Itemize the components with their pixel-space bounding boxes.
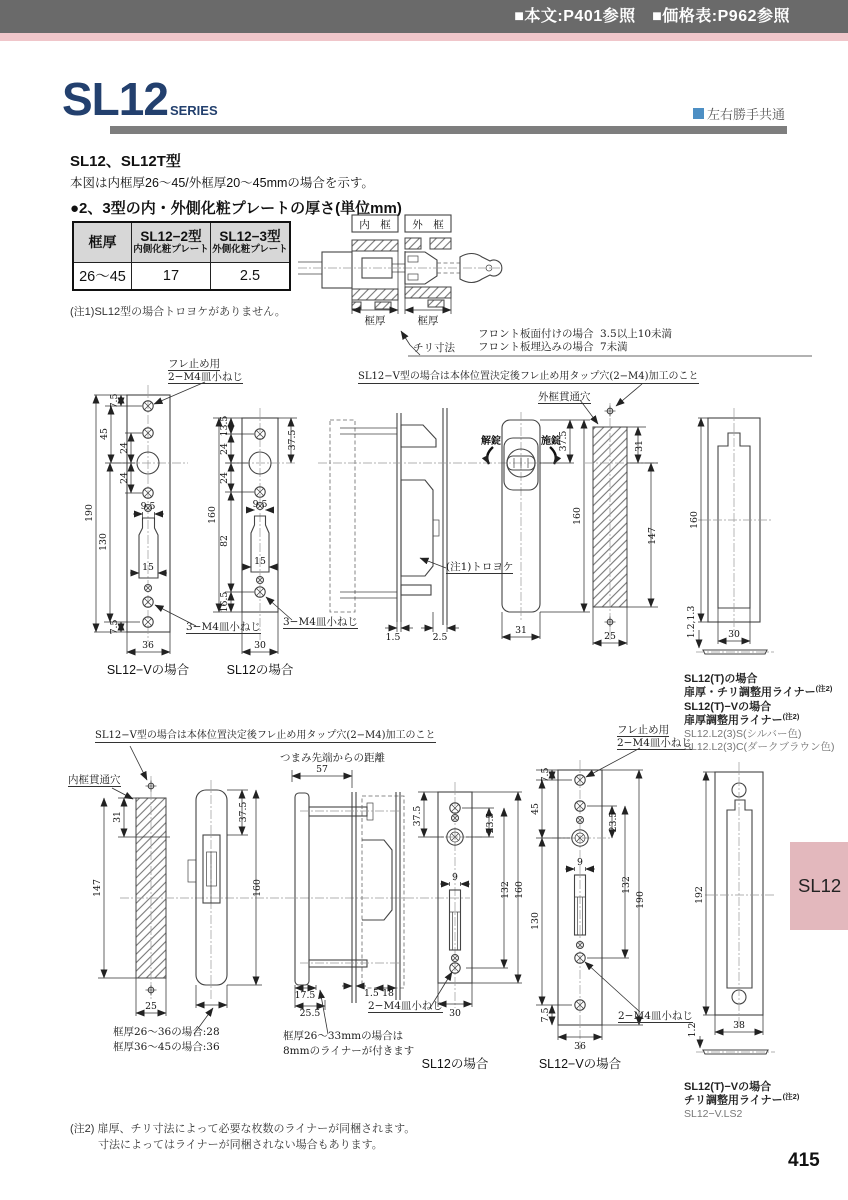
dim-label: 160 [514, 881, 525, 899]
plate-thickness-heading: ●2、3型の内・外側化粧プレートの厚さ(単位mm) [70, 200, 402, 217]
dim-label: 9 [577, 857, 583, 868]
dim-label: 36 [574, 1041, 586, 1052]
dim-label: 190 [84, 504, 95, 522]
dim-label: 9.5 [140, 501, 156, 512]
side-tab-sl12[interactable] [790, 842, 848, 930]
bottom-liner-sup: (注2) [782, 1092, 800, 1101]
dim-label: 30 [254, 640, 266, 651]
dim-label: 17.5 [294, 990, 316, 1001]
dim-label: 147 [92, 879, 103, 897]
m4-3-label-a: 3−M4皿小ねじ [186, 621, 261, 633]
dim-label: 82 [219, 535, 230, 547]
dim-label: 130 [98, 533, 109, 551]
liner-code-silver: SL12.L2(3)S(シルバー色) [684, 728, 802, 740]
lower-interior-unit-drawing [188, 780, 263, 1034]
model-heading: SL12、SL12T型 [70, 153, 181, 170]
bottom-liner-name-text: チリ調整用ライナー [684, 1094, 783, 1107]
liner-t-name-text: 扉厚・チリ調整用ライナー [684, 686, 816, 699]
cell-outer: 2.5 [211, 262, 291, 290]
dim-label: 147 [647, 527, 658, 545]
chiri-face-note: フロント板面付けの場合 [478, 328, 594, 340]
table-header-kamiatsu: 框厚 [73, 222, 132, 262]
outer-frame-hole-label: 外框貫通穴 [538, 391, 591, 403]
dim-label: 25 [604, 631, 616, 642]
dim-label: 37.5 [558, 430, 569, 452]
upper-side-view-drawing [318, 408, 558, 643]
dim-label: 31 [634, 440, 645, 452]
dim-label: 24 [219, 472, 230, 484]
note2-line1: (注2) 扉厚、チリ寸法によって必要な枚数のライナーが同梱されます。 [70, 1123, 416, 1135]
bottom-liner-case: SL12(T)−Vの場合 [684, 1081, 772, 1093]
dim-label: 16.5 [219, 591, 230, 613]
upper-liner-drawing [686, 408, 774, 654]
dim-label: 31 [515, 625, 527, 636]
dim-label: 7.5 [109, 619, 120, 635]
col2-sub: 内側化粧プレート [133, 243, 209, 255]
dim-label: 36 [142, 640, 154, 651]
dim-label: 25.5 [299, 1008, 321, 1019]
dim-label: 1.5 [385, 632, 401, 643]
lock-label: 施錠 [541, 436, 561, 447]
dim-label: 30 [449, 1008, 461, 1019]
lower-sl12v-faceplate-drawing [530, 748, 646, 1052]
liner-t-sup: (注2) [815, 684, 833, 693]
dim-label: 25 [145, 1001, 157, 1012]
lower-inner-frame-drawing [92, 746, 470, 1016]
dim-label: 132 [500, 881, 511, 899]
lower-tap-note: SL12−V型の場合は本体位置決定後フレ止め用タップ穴(2−M4)加工のこと [95, 730, 436, 741]
dim-label: 37.5 [238, 801, 249, 823]
toroyoke-label: (注1)トロヨケ [446, 561, 514, 573]
caption-upper-sl12v: SL12−Vの場合 [106, 663, 190, 677]
upper-outer-frame-drawing [580, 384, 660, 645]
chiri-label: チリ寸法 [413, 342, 455, 354]
dim-label: 31 [112, 811, 123, 823]
dim-label: 160 [207, 506, 218, 524]
upper-tap-note: SL12−V型の場合は本体位置決定後フレ止め用タップ穴(2−M4)加工のこと [358, 371, 699, 382]
col3-model: SL12−3型 [219, 229, 281, 245]
dim-label: 7.5 [109, 393, 120, 409]
bottom-liner-code: SL12−V.LS2 [684, 1108, 743, 1120]
lower-side-view-drawing [292, 764, 404, 1034]
dim-label: 9 [452, 872, 458, 883]
dim-label: 24 [119, 472, 130, 484]
lower-sl12-faceplate-drawing [412, 782, 525, 1019]
dim-label: 57 [316, 764, 328, 775]
col2-model: SL12−2型 [140, 229, 202, 245]
col3-sub: 外側化粧プレート [212, 243, 288, 255]
liner-tv-case: SL12(T)−Vの場合 [684, 701, 772, 713]
dim-label: 15 [254, 556, 266, 567]
kamiatsu-note-2: 框厚36〜45の場合:36 [113, 1041, 220, 1053]
liner-tv-sup: (注2) [782, 712, 800, 721]
fure-label-2: 2−M4皿小ねじ [168, 371, 243, 383]
dim-label: 23.5 [485, 812, 496, 834]
dim-label: 160 [252, 879, 263, 897]
dim-label: 9.5 [252, 499, 268, 510]
liner-code-brown: SL12.L2(3)C(ダークブラウン色) [684, 741, 835, 753]
liner-tv-name-text: 扉厚調整用ライナー [684, 714, 783, 727]
page-number: 415 [788, 1150, 820, 1171]
kamiatsu-note-1: 框厚26〜36の場合:28 [113, 1026, 220, 1038]
dim-label: 45 [99, 428, 110, 440]
upper-thumbturn-plate-drawing [487, 412, 590, 639]
dim-label: 23.5 [608, 811, 619, 833]
dim-label: 132 [621, 876, 632, 894]
dim-label: 37.5 [412, 805, 423, 827]
chiri-embed-note: フロント板埋込みの場合 [478, 341, 594, 353]
note2-line2: 寸法によってはライナーが同梱されない場合もあります。 [98, 1139, 383, 1151]
dim-label: 15 [142, 562, 154, 573]
dim-label: 24 [219, 443, 230, 455]
dim-label: 1.5 [364, 988, 379, 999]
inner-frame-hole-label: 内框貫通穴 [68, 774, 121, 786]
m4-2-label-b: 2−M4皿小ねじ [618, 1010, 693, 1022]
series-suffix: SERIES [169, 103, 218, 118]
dim-label: 24 [119, 442, 130, 454]
liner-t-case: SL12(T)の場合 [684, 673, 758, 685]
lower-fure-label-2: 2−M4皿小ねじ [617, 737, 692, 749]
dim-label: 1.2,1.3 [686, 605, 697, 639]
dim-label: 37.5 [287, 429, 298, 451]
handed-label-text: 左右勝手共通 [706, 107, 785, 122]
dim-label: 130 [530, 912, 541, 930]
dim-label: 30 [728, 629, 740, 640]
caption-lower-sl12: SL12の場合 [421, 1057, 489, 1071]
dim-label: 160 [572, 507, 583, 525]
lower-fure-label-1: フレ止め用 [617, 724, 670, 736]
liner-note-1: 框厚26〜33mmの場合は [283, 1030, 404, 1042]
m4-3-label-b: 3−M4皿小ねじ [283, 616, 358, 628]
cell-kamiatsu: 26〜45 [73, 262, 132, 290]
fure-label-1: フレ止め用 [168, 358, 221, 370]
dim-outer-kamiatsu: 框厚 [417, 315, 439, 327]
cell-inner: 17 [132, 262, 211, 290]
model-description: 本図は内框厚26〜45/外框厚20〜45mmの場合を示す。 [70, 176, 374, 190]
dim-label: 7.5 [540, 1007, 551, 1023]
caption-lower-sl12v: SL12−Vの場合 [538, 1057, 622, 1071]
caption-upper-sl12: SL12の場合 [226, 663, 294, 677]
dim-label: 160 [689, 511, 700, 529]
m4-2-label-a: 2−M4皿小ねじ [368, 1000, 443, 1012]
dim-label: 45 [530, 803, 541, 815]
reference-links[interactable]: ■本文:P401参照 ■価格表:P962参照 [514, 8, 790, 25]
series-title: SL12 [62, 73, 168, 125]
dim-inner-kamiatsu: 框厚 [364, 315, 386, 327]
chiri-embed-value: 7未満 [600, 341, 628, 353]
bottom-liner-name [684, 1091, 799, 1108]
dim-label: 2.5 [432, 632, 448, 643]
note1-text: (注1)SL12型の場合トロヨケがありません。 [70, 306, 286, 318]
liner-note-2: 8mmのライナーが付きます [283, 1045, 415, 1057]
knob-distance-label: つまみ先端からの距離 [280, 752, 385, 764]
inner-frame-label: 内 框 [359, 219, 391, 231]
unlock-label: 解錠 [481, 436, 501, 447]
lower-liner-drawing [687, 762, 775, 1054]
outer-frame-label: 外 框 [412, 219, 444, 231]
dim-label: 18 [382, 988, 394, 999]
dim-label: 190 [635, 891, 646, 909]
upper-sl12v-faceplate-drawing [84, 382, 205, 654]
dim-label: 192 [694, 886, 705, 904]
side-tab-label: SL12 [798, 875, 842, 896]
dim-label: 38 [733, 1020, 745, 1031]
dim-label: 1.2 [687, 1022, 698, 1038]
dim-label: 13.5 [219, 415, 230, 437]
dim-label: 7.5 [540, 767, 551, 783]
chiri-face-value: 3.5以上10未満 [600, 328, 673, 340]
